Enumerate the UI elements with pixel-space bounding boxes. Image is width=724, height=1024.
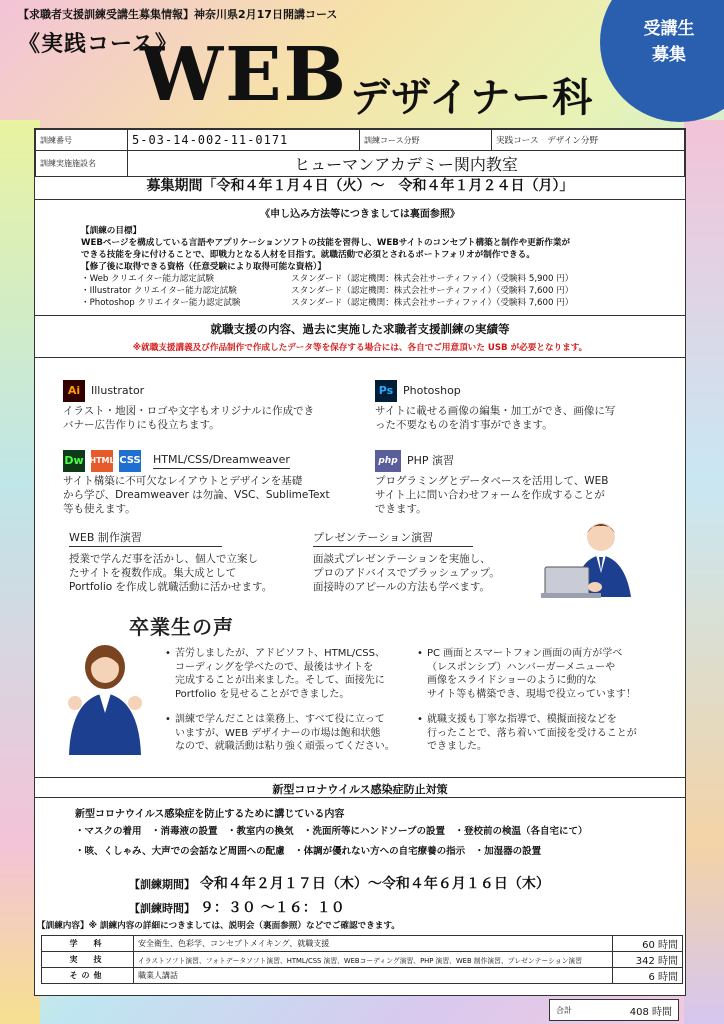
skill-illustrator xyxy=(63,381,314,432)
total-hours xyxy=(549,999,679,1021)
skill-desc: から学び、Dreamweaver は勿論、VSC、SublimeText xyxy=(63,489,330,501)
qualification-name: ・Photoshop クリエイター能力認定試験 xyxy=(81,298,241,308)
training-goals xyxy=(81,225,683,309)
skill-name: Illustrator xyxy=(91,384,145,397)
qualification-item xyxy=(81,273,683,285)
voice-line: サイト等も構築でき、現場で役立っています！ xyxy=(427,688,636,700)
graduate-voice-3 xyxy=(427,647,636,701)
total-value: 408 時間 xyxy=(629,1006,672,1018)
php-icon: php xyxy=(375,450,401,472)
goals-heading: 【訓練の目標】 xyxy=(81,226,142,236)
skill-name: PHP 演習 xyxy=(407,454,455,467)
background-band-right xyxy=(684,120,724,1024)
voice-line: （レスポンシブ）ハンバーガーメニューや xyxy=(427,661,616,673)
corona-measures-2: ・咳、くしゃみ、大声での会話など周囲への配慮 ・体調が優れない方への自宅療養の指示 ・加湿器の設置 xyxy=(75,846,542,857)
hours-cell: 6 時間 xyxy=(613,968,683,984)
voice-line: コーディングを学べたので、最後はサイトを xyxy=(175,661,374,673)
skill-desc: プログラミングとデータベースを活用して、WEB xyxy=(375,475,609,487)
goals-line-2: できる技能を身に付けることで、即戦力となる人材を目指す。就職活動で必須とされるポートフォリオが制作できる。 xyxy=(81,250,535,260)
skill-desc: できます。 xyxy=(375,503,427,515)
info-table xyxy=(35,129,685,177)
skill-name: WEB 制作演習 xyxy=(69,531,222,547)
skill-desc: たサイトを複数作成。集大成として xyxy=(69,567,237,579)
recruit-period: 募集期間「令和４年１月４日（火）～ 令和４年１月２４日（月）」 xyxy=(146,178,574,194)
training-period-label: 【訓練期間】 xyxy=(129,878,195,891)
voice-line: • 訓練で学んだことは業務上、すべて役に立って xyxy=(175,714,385,725)
voice-line: なので、就職活動は粘り強く頑張ってください。 xyxy=(175,741,395,752)
total-label: 合計 xyxy=(556,1005,572,1015)
category-cell: 実 技 xyxy=(42,952,134,968)
qualification-name: ・Illustrator クリエイター能力認定試験 xyxy=(81,286,237,296)
facility-name: ヒューマンアカデミー関内教室 xyxy=(128,151,685,177)
badge-line-2: 募集 xyxy=(652,45,686,65)
corona-subheading: 新型コロナウイルス感染症を防止するために講じている内容 xyxy=(75,809,345,820)
recruit-banner: 【求職者支援訓練受講生募集情報】神奈川県2月17日開講コース xyxy=(18,8,338,21)
corona-measures-1: ・マスクの着用 ・消毒液の設置 ・教室内の換気 ・洗面所等にハンドソープの設置 ・登校前の検温（各自宅にて） xyxy=(75,826,588,837)
training-time xyxy=(129,897,345,917)
apply-note: 《申し込み方法等につきましては裏面参照》 xyxy=(260,209,460,220)
qualification-org: スタンダード（認定機関：株式会社サーティファイ）（受験料 7,600 円） xyxy=(291,286,574,296)
graduate-voice-4 xyxy=(427,713,637,754)
title-department: デザイナー科 xyxy=(350,74,594,121)
css3-icon: CSS xyxy=(119,450,141,472)
skill-desc: プロのアドバイスでブラッシュアップ。 xyxy=(313,567,500,579)
facility-label: 訓練実施施設名 xyxy=(36,151,128,177)
training-no: 5-03-14-002-11-0171 xyxy=(128,130,360,151)
divider xyxy=(35,357,685,358)
qualification-item xyxy=(81,297,683,309)
skill-desc: イラスト・地図・ロゴや文字もオリジナルに作成でき xyxy=(63,405,315,417)
skill-desc: サイトに載せる画像の編集・加工ができ、画像に写 xyxy=(375,405,616,417)
graduate-voice-1 xyxy=(175,647,385,701)
skill-name: プレゼンテーション演習 xyxy=(313,531,473,547)
voice-line: 完成することが出来ました。そして、面接先に xyxy=(175,675,385,686)
dreamweaver-icon: Dw xyxy=(63,450,85,472)
qualification-org: スタンダード（認定機関：株式会社サーティファイ）（受験料 7,600 円） xyxy=(291,298,574,308)
support-heading: 就職支援の内容、過去に実施した求職者支援訓練の実績等 xyxy=(210,322,510,336)
voice-line: • PC 画面とスマートフォン画面の両方が学べ xyxy=(427,648,623,659)
table-row xyxy=(42,952,683,968)
illustrator-icon: Ai xyxy=(63,380,85,402)
divider xyxy=(35,315,685,316)
training-period xyxy=(129,873,550,893)
skill-desc: Portfolio を作成し就職活動に活かせます。 xyxy=(69,581,273,593)
skill-desc: サイト構築に不可欠なレイアウトとデザインを基礎 xyxy=(63,475,303,487)
skill-desc: 等も使えます。 xyxy=(63,503,136,515)
skill-desc: サイト上に問い合わせフォームを作成することが xyxy=(375,489,605,501)
graduate-voices-title: 卒業生の声 xyxy=(129,611,234,640)
skill-desc: 面談式プレゼンテーションを実施し、 xyxy=(313,553,491,565)
flyer-panel xyxy=(34,128,686,1018)
graduate-voice-2 xyxy=(175,713,395,754)
recruit-badge-text xyxy=(634,16,704,68)
voice-line: Portfolio を見せることができました。 xyxy=(175,688,350,700)
course-field-label: 訓練コース分野 xyxy=(360,130,492,151)
course-label: 《実践コース》 xyxy=(18,31,178,57)
skill-html-css xyxy=(63,451,330,516)
course-field: 実践コース デザイン分野 xyxy=(492,130,685,151)
table-row xyxy=(42,968,683,984)
man-laptop-illustration xyxy=(541,517,651,603)
category-cell: その他 xyxy=(42,968,134,984)
divider xyxy=(35,199,685,200)
detail-cell: イラストソフト演習、フォトデータソフト演習、HTML/CSS 演習、WEBコーディング演習、PHP 演習、WEB 制作演習、プレゼンテーション演習 xyxy=(134,952,613,968)
skill-desc: った不要なものを消す事ができます。 xyxy=(375,419,553,431)
detail-cell: 職業人講話 xyxy=(134,968,613,984)
hours-cell: 342 時間 xyxy=(613,952,683,968)
training-hours-table xyxy=(41,935,683,984)
badge-line-1: 受講生 xyxy=(643,19,695,39)
photoshop-icon: Ps xyxy=(375,380,397,402)
woman-illustration xyxy=(59,643,151,755)
qualification-org: スタンダード（認定機関：株式会社サーティファイ）（受験料 5,900 円） xyxy=(291,274,574,284)
training-no-label: 訓練番号 xyxy=(36,130,128,151)
category-cell: 学 科 xyxy=(42,936,134,952)
skill-name: HTML/CSS/Dreamweaver xyxy=(153,453,290,469)
html5-icon: HTML xyxy=(91,450,113,472)
training-time-label: 【訓練時間】 xyxy=(129,902,195,915)
goals-line-1: WEBページを構成している言語やアプリケーションソフトの技能を習得し、WEBサイトのコンセプト構築と制作や更新作業が xyxy=(81,238,571,248)
hours-cell: 60 時間 xyxy=(613,936,683,952)
skill-photoshop xyxy=(375,381,615,432)
detail-cell: 安全衛生、色彩学、コンセプトメイキング、就職支援 xyxy=(134,936,613,952)
title-web: WEB xyxy=(140,32,349,118)
divider xyxy=(35,797,685,798)
table-row xyxy=(42,936,683,952)
voice-line: • 就職支援も丁寧な指導で、模擬面接などを xyxy=(427,714,617,725)
voice-line: できました。 xyxy=(427,741,487,752)
corona-heading: 新型コロナウイルス感染症防止対策 xyxy=(272,783,448,796)
skill-php xyxy=(375,451,608,516)
qualification-item xyxy=(81,285,683,297)
divider xyxy=(35,777,685,778)
voice-line: 画像をスライドショーのように動的な xyxy=(427,675,597,686)
skill-name: Photoshop xyxy=(403,384,461,397)
skill-desc: 授業で学んだ事を活かし、個人で立案し xyxy=(69,553,258,565)
skill-web-production xyxy=(69,529,272,594)
skill-desc: バナー広告作りにも役立ちます。 xyxy=(63,419,220,431)
training-time-value: ９：３０ ～１６：１０ xyxy=(199,900,345,916)
qualifications-heading: 【修了後に取得できる資格（任意受験により取得可能な資格）】 xyxy=(81,262,326,272)
skill-desc: 面接時のアピールの方法も学べます。 xyxy=(313,581,491,593)
voice-line: • 苦労しましたが、アドビソフト、HTML/CSS、 xyxy=(175,648,385,659)
support-note: ※就職支援講義及び作品制作で作成したデータ等を保存する場合には、各自でご用意頂いた USB が必要となります。 xyxy=(132,343,588,353)
skill-presentation xyxy=(313,529,500,594)
training-content-heading: 【訓練内容】※ 訓練内容の詳細につきましては、説明会（裏面参照）などでご確認できます。 xyxy=(37,921,400,931)
voice-line: いますが、WEB デザイナーの市場は飽和状態 xyxy=(175,727,381,739)
training-period-value: 令和４年２月１７日（木）～令和４年６月１６日（木） xyxy=(199,876,550,892)
qualification-name: ・Web クリエイター能力認定試験 xyxy=(81,274,215,284)
voice-line: 行ったことで、落ち着いて面接を受けることが xyxy=(427,727,637,739)
